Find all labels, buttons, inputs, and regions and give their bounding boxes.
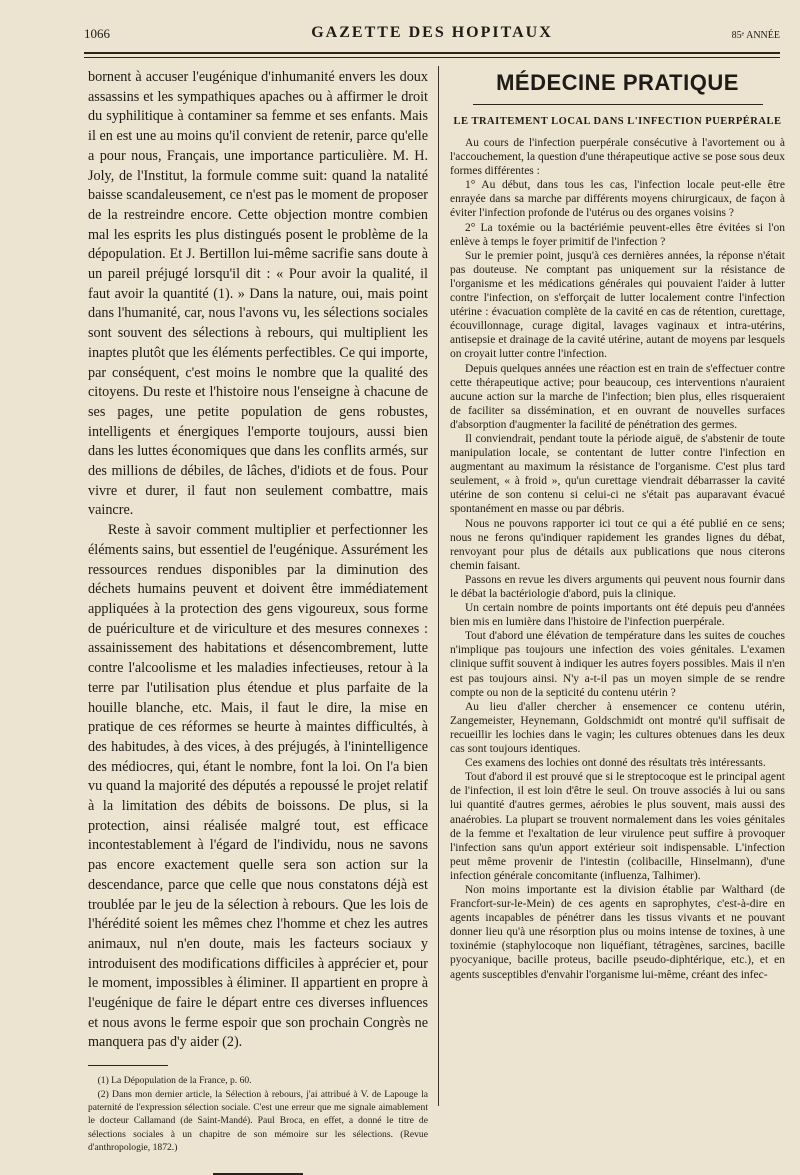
- paragraph: Tout d'abord une élévation de température dans les suites de couches n'implique pas toujours une infection des voies génitales. L'examen clinique suffit souvent à indiquer les autres foyers possibles. Mais il n'en est pas toujours ainsi. N'y a-t-il pas un moyen simple de se rendre compte ou non de la septicité du contenu utérin ?: [450, 630, 785, 699]
- footnote: (1) La Dépopulation de la France, p. 60.: [97, 1075, 252, 1087]
- article-body: [450, 136, 785, 982]
- left-column: [88, 68, 428, 1175]
- title-rule: [473, 104, 763, 105]
- volume-label: 85ᵉ ANNÉE: [731, 30, 780, 41]
- paragraph: Tout d'abord il est prouvé que si le streptocoque est le principal agent de l'infection, il est loin d'être le seul. On trouve associés à lui ou sans lui quantité d'autres germes, aérobies le plus souvent, mais aussi des anaérobies. La plupart se trouvent normalement dans les voies génitales de la femme et l'exaltation de leur virulence peut suffire à provoquer l'infection sans qu'un apport extérieur soit indispensable. L'infection peut même provenir de l'intestin (colibacille, Hinselmann), d'une infection générale concomitante (influenza, Talhimer).: [450, 771, 785, 882]
- article-title: LE TRAITEMENT LOCAL DANS L'INFECTION PUERPÉRALE: [453, 116, 782, 127]
- paragraph: Passons en revue les divers arguments qui peuvent nous fournir dans le débat la bactériologie d'abord, puis la clinique.: [450, 573, 785, 600]
- paragraph: Non moins importante est la division établie par Walthard (de Francfort-sur-le-Mein) de ces agents en saprophytes, c'est-à-dire en agents incapables de pénétrer dans les tissus vivants et ne pouvant donner lieu qu'à une résorption plus ou moins intense de toxines, à une toxinémie (staphylocoque non liquéfiant, tétragènes, sarcines, bacille pyocyanique, bacille proteus, bacille pseudo-diphtérique, etc.), et en agents susceptibles d'envahir l'organisme lui-même, créant des infec-: [450, 883, 785, 981]
- paragraph: 1° Au début, dans tous les cas, l'infection locale peut-elle être enrayée dans sa marche par différents moyens chirurgicaux, de façon à éviter l'infection profonde de l'utérus ou des organes voisins ?: [450, 179, 785, 220]
- paragraph: Reste à savoir comment multiplier et perfectionner les éléments sains, but essentiel de l'eugénique. Assurément les ressources rendues disponibles par la diminution des déchets humains peuvent et doivent être immédiatement appliquées à la protection des gens vigoureux, sous forme de puériculture et de viriculture et des mesures connexes : assainissement des habitations et désencombrement, lutte contre l'alcoolisme et les maladies infectieuses, retour à la terre par l'utilisation plus étendue et plus parfaite de la houille blanche, etc. Mais, il faut le dire, la mise en pratique de ces réformes se heurte à maintes difficultés, à des habitudes, à des vices, à des préjugés, à l'inintelligence des médiocres, qui, étant le nombre, font la loi. On l'a bien vu quand la majorité des députés a repoussé le projet relatif à la limitation des débits de boissons. De plus, si la protection, ainsi réalisée malgré tout, est efficace incontestablement à l'égard de l'individu, nous ne savons pas encore exactement quelle sera son action sur la descendance, parce que celle que nous constatons déjà est troublée par le jeu de la sélection à rebours. Que les lois de l'hérédité soient les mêmes chez l'homme et chez les autres animaux, nul n'en doute, mais les facteurs sociaux y introduisent des modifications difficiles à apprécier et, pour le moment, impossibles à éliminer. Il appartient en propre à l'eugénique de faire le départ entre ces diverses influences et nous avons le ferme espoir que son prochain Congrès ne manquera pas d'y aider (2).: [88, 522, 428, 1051]
- end-ornament: [213, 1173, 303, 1175]
- footnotes: [88, 1074, 428, 1154]
- page-number: 1066: [84, 26, 110, 41]
- paragraph: Il conviendrait, pendant toute la période aiguë, de s'abstenir de toute manipulation locale, se contentant de lutter contre l'infection en augmentant au maximum la résistance de l'organisme. C'est plus tard seulement, « à froid », qu'un curettage viendrait débarrasser la cavité utérine de son contenu si celui-ci ne s'était pas auparavant évacué spontanément en masse ou par débris.: [450, 432, 785, 516]
- paragraph: Un certain nombre de points importants ont été depuis peu d'années bien mis en lumière dans l'histoire de l'infection puerpérale.: [450, 602, 785, 629]
- column-divider: [438, 66, 439, 1106]
- paragraph: Nous ne pouvons rapporter ici tout ce qui a été publié en ce sens; nous ne ferons qu'indiquer rapidement les grandes lignes du débat, renvoyant pour plus de détails aux publications que nous citerons chemin faisant.: [450, 517, 785, 572]
- left-column-body: [88, 68, 428, 1053]
- journal-title: GAZETTE DES HOPITAUX: [311, 24, 553, 41]
- footnote-rule: [88, 1065, 168, 1066]
- section-title: MÉDECINE PRATIQUE: [496, 70, 739, 95]
- running-head: [84, 26, 780, 48]
- paragraph: Au cours de l'infection puerpérale consécutive à l'avortement ou à l'accouchement, la question d'une thérapeutique active se pose sous deux formes différentes :: [450, 137, 785, 178]
- paragraph: 2° La toxémie ou la bactériémie peuvent-elles être évitées si l'on enlève à temps le foyer primitif de l'infection ?: [450, 221, 785, 248]
- header-rule: [84, 52, 780, 54]
- paragraph: bornent à accuser l'eugénique d'inhumanité envers les doux assassins et les sympathiques apaches ou à affirmer le droit du syphilitique à contaminer sa femme et ses enfants. Mais il en est une au moins qu'il convient de retenir, parce qu'elle a pour nous, Français, une importance particulière. M. H. Joly, de l'Institut, la formule comme suit: quand la natalité baisse scandaleusement, ce n'est pas le moment de proposer de la restreindre encore. Cette objection montre combien mal les esprits les plus distingués posent le problème de la dépopulation. Et J. Bertillon lui-même sacrifie sans doute à un pareil préjugé lorsqu'il dit : « Pour avoir la qualité, il faut avoir la quantité (1). » Dans la nature, oui, mais point dans l'humanité, car, nous l'avons vu, les sélections sociales sont souvent des sélections à rebours, qui multiplient les inaptes plutôt que les éléments perfectibles. Ce qui importe, par conséquent, c'est moins le nombre que la qualité des citoyens. Du reste et l'histoire nous l'enseigne à chacune de ses pages, une petite population de gens robustes, intelligents et énergiques l'emporte toujours, aussi bien dans les luttes économiques que dans les conflits armés, sur des millions de débiles, de lâches, d'idiots et de fous. Pour vivre et durer, il faut non seulement combattre, mais vaincre.: [88, 69, 428, 519]
- paragraph: Ces examens des lochies ont donné des résultats très intéressants.: [464, 757, 766, 770]
- paragraph: Au lieu d'aller chercher à ensemencer ce contenu utérin, Zangemeister, Heynemann, Goldschmidt ont montré qu'il suffisait de recueillir les lochies dans le vagin; les cultures obtenues dans les deux cas sont toujours identiques.: [450, 700, 785, 756]
- header-rule-thin: [84, 57, 780, 58]
- paragraph: Depuis quelques années une réaction est en train de s'effectuer contre cette thérapeutique active; pour beaucoup, ces interventions n'auraient aucune action sur la marche de l'infection; bien plus, elles risqueraient de faciliter sa dissémination, et en ouvrant de nouvelles surfaces d'absorption d'augmenter la facilité de pénétration des germes.: [450, 362, 785, 431]
- right-column: [450, 68, 785, 982]
- paragraph: Sur le premier point, jusqu'à ces dernières années, la réponse n'était pas douteuse. Ne comptant pas uniquement sur la résistance de l'organisme et les médications générales qui pouvaient l'aider à lutter contre l'infection, on s'efforçait de lutter localement contre l'infection utérine : évacuation complète de la cavité en cas de rétention, curettage, écouvillonnage, curage digital, lavages vaginaux et intra-utérins, antisepsie et drainage de la cavité utérine, autant de moyens par lesquels on croyait lutter contre l'infection.: [450, 249, 785, 361]
- footnote: (2) Dans mon dernier article, la Sélection à rebours, j'ai attribué à V. de Lapouge la paternité de l'expression sélection sociale. C'est une erreur que me signale aimablement le docteur Callamand (de Saint-Mandé). Paul Broca, en effet, a donné le titre de sélections sociales à un chapitre de son mémoire sur les sélections. (Revue d'anthropologie, 1872.): [88, 1088, 428, 1154]
